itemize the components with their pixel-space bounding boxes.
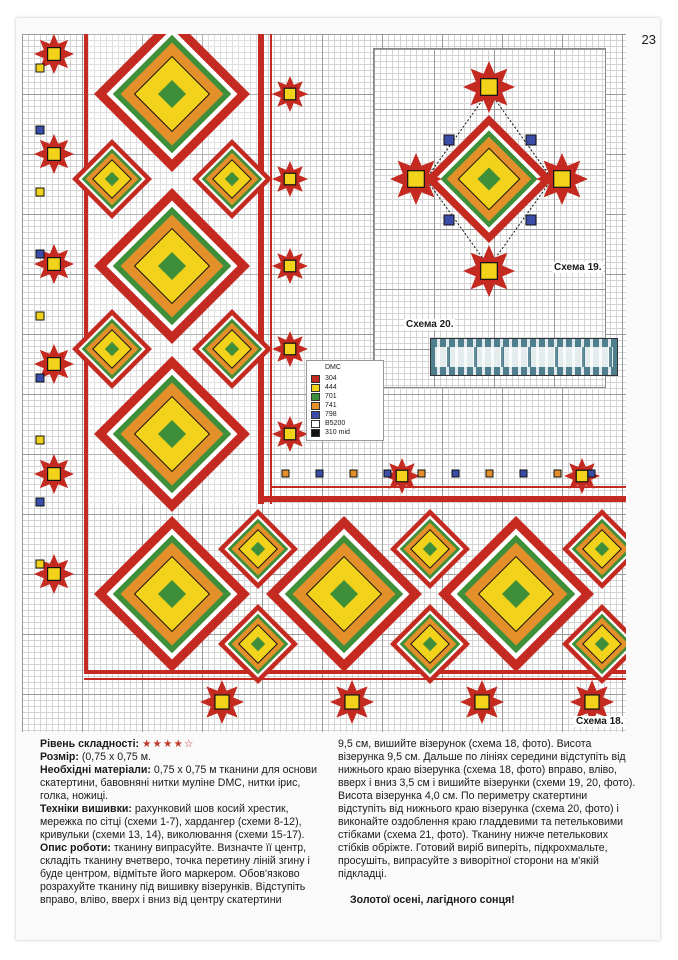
legend-swatch [311,393,320,401]
legend-item [311,383,379,392]
schema19-block-4 [526,215,536,225]
edge-block-1 [36,126,44,134]
left-edge-star-4-core [48,468,61,481]
schema19-block-2 [526,135,536,145]
schema19-block-1 [444,135,454,145]
top-edge-block-3 [384,470,391,477]
left-edge-star-2-core [48,258,61,271]
edge-block-8 [36,560,44,568]
legend-title: DMC [325,364,341,371]
top-edge-block-0 [282,470,289,477]
bottom-edge-star-0-core [215,695,229,709]
legend-code: 798 [325,411,337,418]
legend-item [311,392,379,401]
page-number: 23 [641,32,656,47]
difficulty-stars: ★★★★☆ [142,738,195,750]
closing-wish: Золотої осені, лагідного сонця! [350,894,515,906]
legend-code: B5200 [325,420,346,427]
schema19-star-right-core [554,171,571,188]
outer-bottom-line [84,670,626,674]
edge-block-3 [36,250,44,258]
legend-item [311,419,379,428]
bottom-edge-star-2-core [475,695,489,709]
horizontal-border-line [258,496,626,502]
edge-block-0 [36,64,44,72]
materials-label: Необхідні матеріали: [40,764,151,776]
legend-code: 444 [325,384,337,391]
edge-block-5 [36,374,44,382]
left-edge-star-3-core [48,358,61,371]
size-value: (0,75 х 0,75 м. [81,751,151,763]
top-edge-star-1-core [576,470,588,482]
legend-item [311,410,379,419]
top-edge-block-5 [452,470,459,477]
top-edge-block-4 [418,470,425,477]
article-left-column [40,738,330,907]
edge-block-7 [36,498,44,506]
schema-20-label: Схема 20. [406,319,454,330]
inner-edge-star-4-core [284,428,296,440]
schema-18-label: Схема 18. [576,716,624,727]
top-edge-block-8 [554,470,561,477]
article-right-column [338,738,638,881]
inner-edge-star-3-core [284,343,296,355]
left-edge-star-1-core [48,148,61,161]
schema19-star-bottom-core [481,263,498,280]
top-edge-star-0-core [396,470,408,482]
edge-block-2 [36,188,44,196]
top-edge-block-6 [486,470,493,477]
edge-block-6 [36,436,44,444]
legend-swatch [311,420,320,428]
schema19-star-left-core [408,171,425,188]
materials-value: 0,75 х 0,75 м тканини для основи скатертини, бавовняні нитки муліне DMC, нитки ірис, голка, ножиці. [40,764,318,802]
work-value: тканину випрасуйте. Визначте її центр, складіть тканину вчетверо, точка перетину ліній згину і буде центром, відмітьте його маркером. Обов'язково розрахуйте тканину під вишивку візерунків. Відступіть вправо, вліво, вверх і вниз від центру скатертини [40,842,310,906]
difficulty-label: Рівень складності: [40,738,140,750]
top-edge-block-7 [520,470,527,477]
left-edge-star-0-core [48,48,61,61]
techniques-value: рахунковий шов косий хрестик, мережка по сітці (схеми 1-7), хардангер (схеми 8-12), кривульки (схеми 13, 14), виколювання (схеми 15-17). [40,803,305,841]
left-edge-star-5-core [48,568,61,581]
techniques-label: Техніки вишивки: [40,803,132,815]
legend-code: 701 [325,393,337,400]
legend-item [311,374,379,383]
inner-edge-star-2-core [284,260,296,272]
vertical-border-line [258,34,264,504]
legend-swatch [311,375,320,383]
dmc-legend [306,360,384,441]
legend-swatch [311,411,320,419]
legend-swatch [311,429,320,437]
vertical-border-line-thin [270,34,272,504]
legend-code: 310 mid [325,429,350,436]
legend-item [311,428,379,437]
bottom-edge-star-1-core [345,695,359,709]
schema19-block-3 [444,215,454,225]
edge-block-4 [36,312,44,320]
legend-item [311,401,379,410]
top-edge-block-1 [316,470,323,477]
schema-19-pattern [374,49,605,329]
legend-swatch [311,402,320,410]
inner-edge-star-0-core [284,88,296,100]
outer-bottom-line-thin [84,678,626,680]
legend-code: 304 [325,375,337,382]
legend-swatch [311,384,320,392]
instructions-continued: 9,5 см, вишийте візерунок (схема 18, фото). Висота візерунка 9,5 см. Дальше по лініях середини відступіть від нижнього краю візерунка (схема 18, фото) вправо, вліво, вверх і вниз 3,5 см і вишийте візерунки (схеми 19, 20, фото). Висота візерунка 4,0 см. По периметру скатертини відступіть від нижнього краю візерунка (схема 20, фото) і виконайте оздоблення краю гладдевими та петельковими стібками (схема 21, фото). Тканину нижче петелькових стібків обріжте. Готовий виріб виперіть, підкрохмальте, просушіть, випрасуйте з виворітної сторони на м'якій підкладці. [338,738,636,880]
top-edge-block-2 [350,470,357,477]
schema-19-chart [373,48,606,388]
schema-20-band [430,338,618,376]
work-label: Опис роботи: [40,842,111,854]
top-edge-block-9 [588,470,595,477]
schema-19-label: Схема 19. [554,262,602,273]
legend-code: 741 [325,402,337,409]
bottom-edge-star-3-core [585,695,599,709]
schema19-star-top-core [481,79,498,96]
size-label: Розмір: [40,751,79,763]
inner-edge-star-1-core [284,173,296,185]
